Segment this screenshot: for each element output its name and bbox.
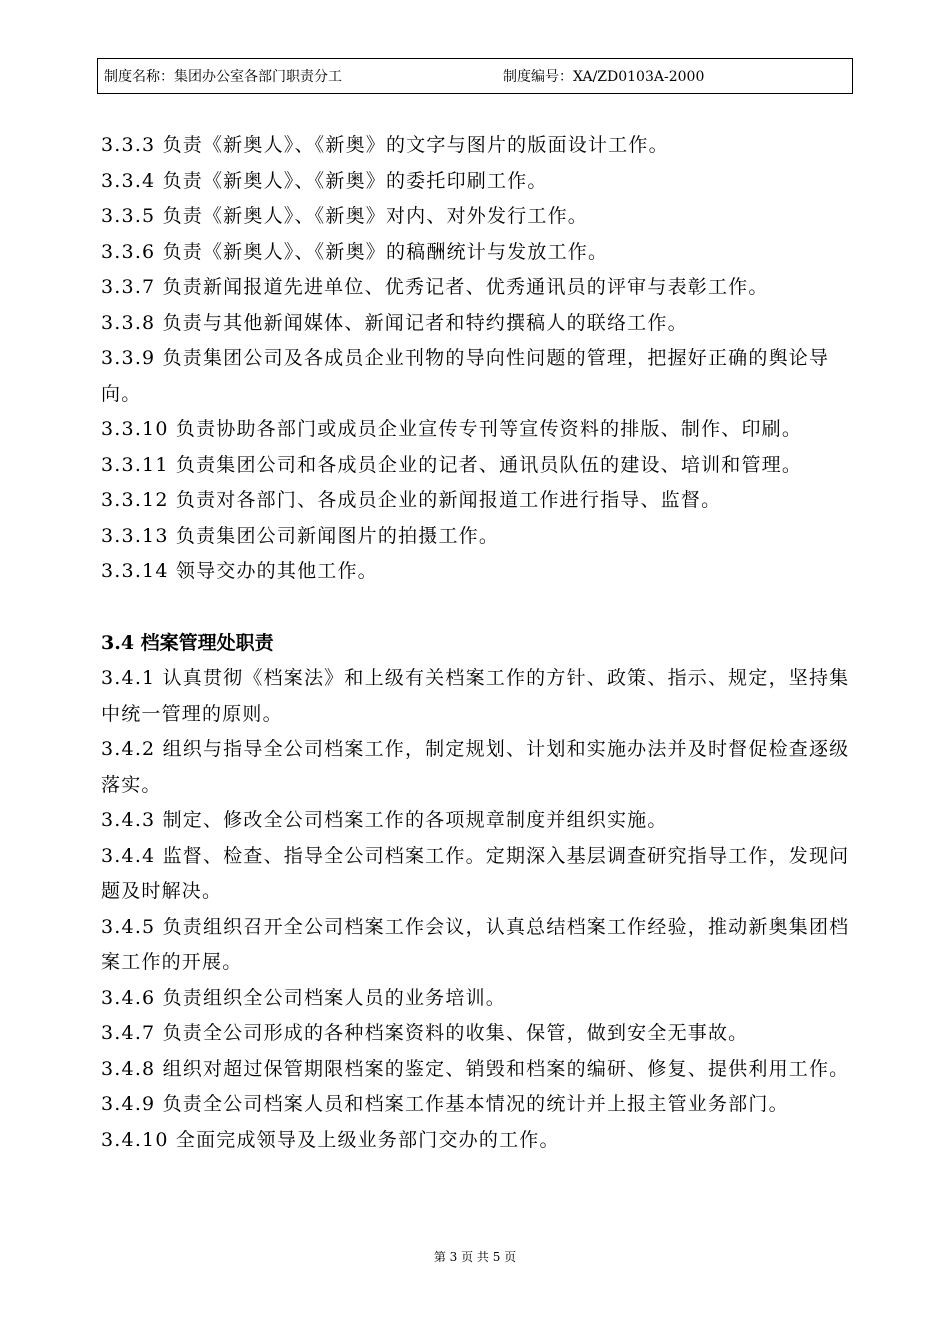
document-header — [97, 58, 853, 94]
policy-name: 制度名称：集团办公室各部门职责分工 — [104, 69, 342, 85]
policy-code: 制度编号：XA/ZD0103A-2000 — [503, 69, 705, 85]
list-item: 3.3.5 负责《新奥人》、《新奥》对内、对外发行工作。 — [101, 205, 588, 227]
list-item: 3.3.13 负责集团公司新闻图片的拍摄工作。 — [101, 524, 500, 547]
section-title: 3.4 档案管理处职责 — [101, 631, 274, 654]
list-item: 3.3.8 负责与其他新闻媒体、新闻记者和特约撰稿人的联络工作。 — [101, 311, 688, 334]
list-item: 3.3.14 领导交办的其他工作。 — [101, 560, 378, 582]
list-item: 3.4.2 组织与指导全公司档案工作，制定规划、计划和实施办法并及时督促检查逐级落实。 — [101, 738, 850, 796]
list-item: 3.4.5 负责组织召开全公司档案工作会议，认真总结档案工作经验，推动新奥集团档案工作的开展。 — [101, 915, 850, 973]
page-number: 第 3 页 共 5 页 — [433, 1250, 517, 1264]
list-item: 3.4.10 全面完成领导及上级业务部门交办的工作。 — [101, 1128, 560, 1151]
list-item: 3.3.6 负责《新奥人》、《新奥》的稿酬统计与发放工作。 — [101, 240, 609, 263]
section-gap — [101, 590, 853, 626]
list-item: 3.3.11 负责集团公司和各成员企业的记者、通讯员队伍的建设、培训和管理。 — [101, 453, 803, 476]
list-item: 3.3.4 负责《新奥人》、《新奥》的委托印刷工作。 — [101, 169, 548, 192]
list-item: 3.3.12 负责对各部门、各成员企业的新闻报道工作进行指导、监督。 — [101, 489, 722, 511]
list-item: 3.3.3 负责《新奥人》、《新奥》的文字与图片的版面设计工作。 — [101, 134, 669, 156]
list-item: 3.4.7 负责全公司形成的各种档案资料的收集、保管，做到安全无事故。 — [101, 1022, 749, 1044]
list-item: 3.4.3 制定、修改全公司档案工作的各项规章制度并组织实施。 — [101, 809, 668, 831]
document-body — [101, 128, 853, 1158]
list-item: 3.3.9 负责集团公司及各成员企业刊物的导向性问题的管理，把握好正确的舆论导向。 — [101, 347, 830, 405]
list-item: 3.4.6 负责组织全公司档案人员的业务培训。 — [101, 986, 506, 1009]
list-item: 3.3.10 负责协助各部门或成员企业宣传专刊等宣传资料的排版、制作、印刷。 — [101, 418, 803, 440]
list-item: 3.4.8 组织对超过保管期限档案的鉴定、销毁和档案的编研、修复、提供利用工作。 — [101, 1057, 850, 1080]
list-item: 3.3.7 负责新闻报道先进单位、优秀记者、优秀通讯员的评审与表彰工作。 — [101, 276, 769, 298]
list-item: 3.4.4 监督、检查、指导全公司档案工作。定期深入基层调查研究指导工作，发现问题及时解决。 — [101, 844, 850, 902]
list-item: 3.4.1 认真贯彻《档案法》和上级有关档案工作的方针、政策、指示、规定，坚持集中统一管理的原则。 — [101, 667, 850, 725]
list-item: 3.4.9 负责全公司档案人员和档案工作基本情况的统计并上报主管业务部门。 — [101, 1093, 789, 1115]
